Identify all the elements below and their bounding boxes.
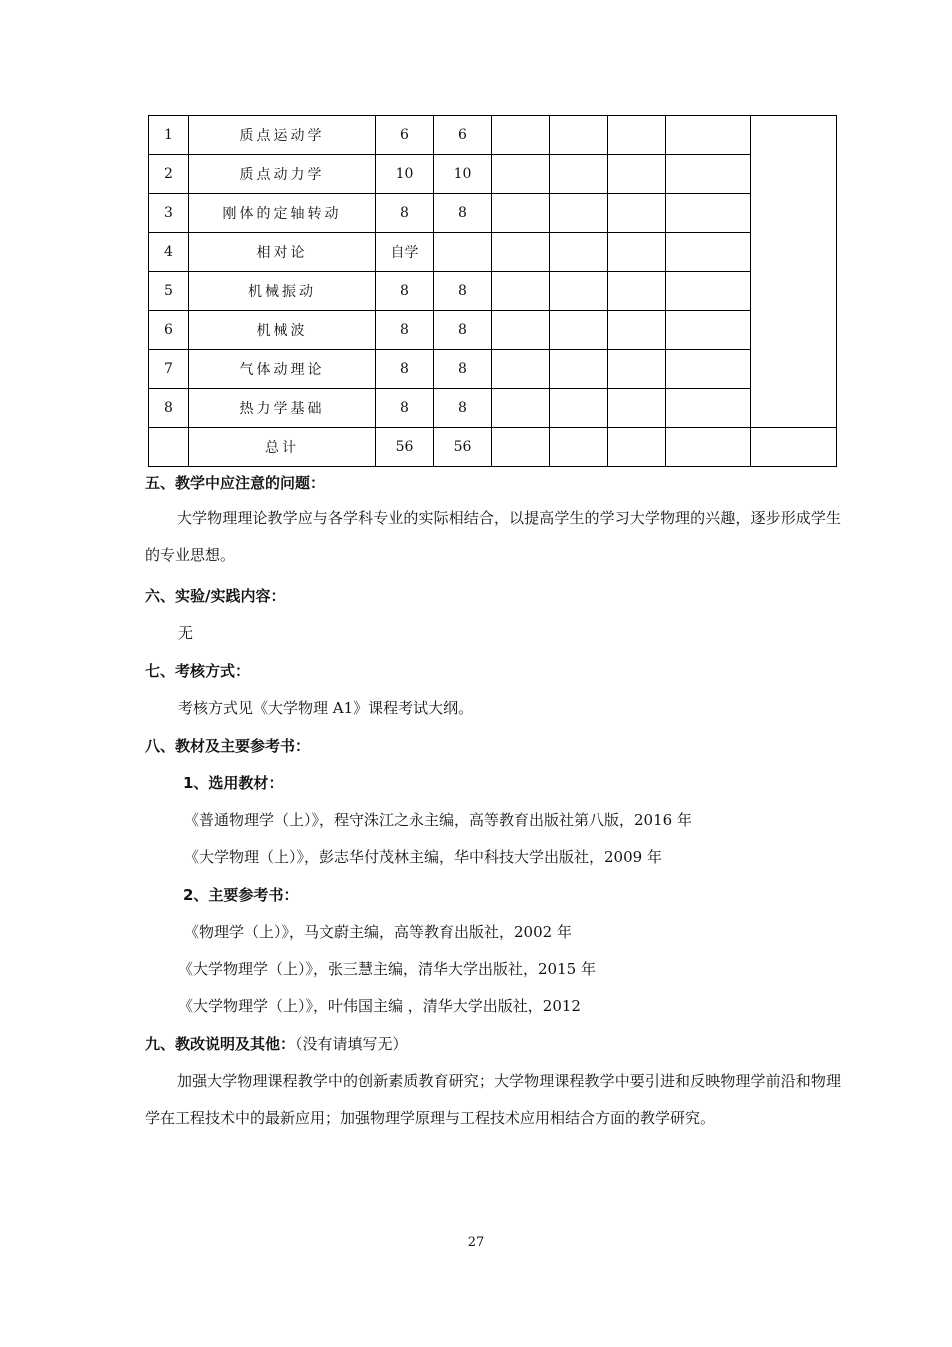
empty-cell: [492, 194, 550, 233]
row-hours: 8: [376, 389, 434, 428]
section-9-heading: [145, 1033, 841, 1054]
merged-remarks-cell: [751, 116, 837, 428]
empty-cell: [550, 311, 608, 350]
row-number: 1: [149, 116, 189, 155]
empty-cell: [608, 311, 666, 350]
table-row: [149, 155, 837, 194]
reference-item: 《大学物理学（上）》，张三慧主编，清华大学出版社，2015 年: [178, 960, 596, 978]
table-row: [149, 389, 837, 428]
row-topic: 相对论: [189, 233, 376, 272]
row-topic: 机械波: [189, 311, 376, 350]
row-lecture-hours: 10: [434, 155, 492, 194]
section-6-text: 无: [178, 624, 194, 642]
textbook-item: 《大学物理（上）》，彭志华付茂林主编，华中科技大学出版社，2009 年: [184, 848, 662, 866]
empty-cell: [666, 116, 751, 155]
empty-cell: [608, 428, 666, 467]
empty-cell: [608, 155, 666, 194]
table-row: [149, 194, 837, 233]
table-row: [149, 233, 837, 272]
row-hours: 8: [376, 272, 434, 311]
empty-cell: [608, 116, 666, 155]
section-7-heading: 七、考核方式：: [145, 662, 251, 680]
total-lecture-hours: 56: [434, 428, 492, 467]
empty-cell: [492, 311, 550, 350]
table-row: [149, 272, 837, 311]
table-row: [149, 311, 837, 350]
row-hours: 8: [376, 311, 434, 350]
total-hours: 56: [376, 428, 434, 467]
row-hours: 8: [376, 194, 434, 233]
row-number: 3: [149, 194, 189, 233]
row-lecture-hours: 6: [434, 116, 492, 155]
empty-cell: [666, 155, 751, 194]
page-number: 27: [467, 1235, 485, 1250]
row-number: 8: [149, 389, 189, 428]
empty-cell: [666, 389, 751, 428]
section-9-paragraph: 加强大学物理课程教学中的创新素质教育研究；大学物理课程教学中要引进和反映物理学前沿和物理学在工程技术中的最新应用；加强物理学原理与工程技术应用相结合方面的教学研究。: [145, 1072, 841, 1127]
row-lecture-hours: 8: [434, 194, 492, 233]
empty-cell: [550, 350, 608, 389]
empty-cell: [492, 350, 550, 389]
syllabus-table: [148, 115, 837, 467]
section-8-heading: 八、教材及主要参考书：: [145, 737, 311, 755]
empty-cell: [492, 428, 550, 467]
empty-cell: [492, 389, 550, 428]
row-hours: 10: [376, 155, 434, 194]
section-5-paragraph: 大学物理理论教学应与各学科专业的实际相结合，以提高学生的学习大学物理的兴趣，逐步形成学生的专业思想。: [145, 509, 841, 564]
row-topic: 质点动力学: [189, 155, 376, 194]
references-subheading: 2、主要参考书：: [183, 886, 299, 904]
section-5-body: [145, 500, 841, 574]
empty-cell: [751, 428, 837, 467]
row-lecture-hours: [434, 233, 492, 272]
section-5-heading: 五、教学中应注意的问题：: [145, 474, 326, 492]
section-9-body: [145, 1063, 841, 1137]
empty-cell: [608, 272, 666, 311]
row-lecture-hours: 8: [434, 389, 492, 428]
row-number: 2: [149, 155, 189, 194]
empty-cell: [550, 194, 608, 233]
textbooks-subheading: 1、选用教材：: [183, 774, 284, 792]
table-row: [149, 116, 837, 155]
row-hours: 自学: [376, 233, 434, 272]
empty-cell: [666, 233, 751, 272]
empty-cell: [666, 350, 751, 389]
empty-cell: [492, 116, 550, 155]
empty-cell: [666, 194, 751, 233]
row-number: 6: [149, 311, 189, 350]
row-lecture-hours: 8: [434, 311, 492, 350]
empty-cell: [550, 272, 608, 311]
row-number: 4: [149, 233, 189, 272]
empty-cell: [666, 272, 751, 311]
row-lecture-hours: 8: [434, 350, 492, 389]
empty-cell: [550, 233, 608, 272]
row-number: 7: [149, 350, 189, 389]
row-hours: 6: [376, 116, 434, 155]
row-hours: 8: [376, 350, 434, 389]
total-number: [149, 428, 189, 467]
empty-cell: [550, 428, 608, 467]
row-number: 5: [149, 272, 189, 311]
row-topic: 质点运动学: [189, 116, 376, 155]
row-topic: 热力学基础: [189, 389, 376, 428]
empty-cell: [666, 311, 751, 350]
textbook-item: 《普通物理学（上）》，程守洙江之永主编，高等教育出版社第八版，2016 年: [184, 811, 692, 829]
table-row: [149, 350, 837, 389]
empty-cell: [608, 194, 666, 233]
empty-cell: [550, 389, 608, 428]
empty-cell: [666, 428, 751, 467]
section-9-title: 九、教改说明及其他：: [145, 1035, 296, 1053]
row-topic: 机械振动: [189, 272, 376, 311]
empty-cell: [608, 389, 666, 428]
table-total-row: [149, 428, 837, 467]
section-6-heading: 六、实验/实践内容：: [145, 587, 286, 605]
empty-cell: [492, 155, 550, 194]
total-label: 总计: [189, 428, 376, 467]
empty-cell: [608, 233, 666, 272]
empty-cell: [550, 116, 608, 155]
empty-cell: [492, 272, 550, 311]
reference-item: 《物理学（上）》，马文蔚主编，高等教育出版社，2002 年: [184, 923, 572, 941]
empty-cell: [492, 233, 550, 272]
row-lecture-hours: 8: [434, 272, 492, 311]
reference-item: 《大学物理学（上）》，叶伟国主编 ，清华大学出版社，2012: [178, 997, 581, 1015]
section-9-note: （没有请填写无）: [295, 1035, 408, 1053]
section-7-text: 考核方式见《大学物理 A1》课程考试大纲。: [178, 699, 474, 717]
empty-cell: [550, 155, 608, 194]
empty-cell: [608, 350, 666, 389]
row-topic: 刚体的定轴转动: [189, 194, 376, 233]
row-topic: 气体动理论: [189, 350, 376, 389]
